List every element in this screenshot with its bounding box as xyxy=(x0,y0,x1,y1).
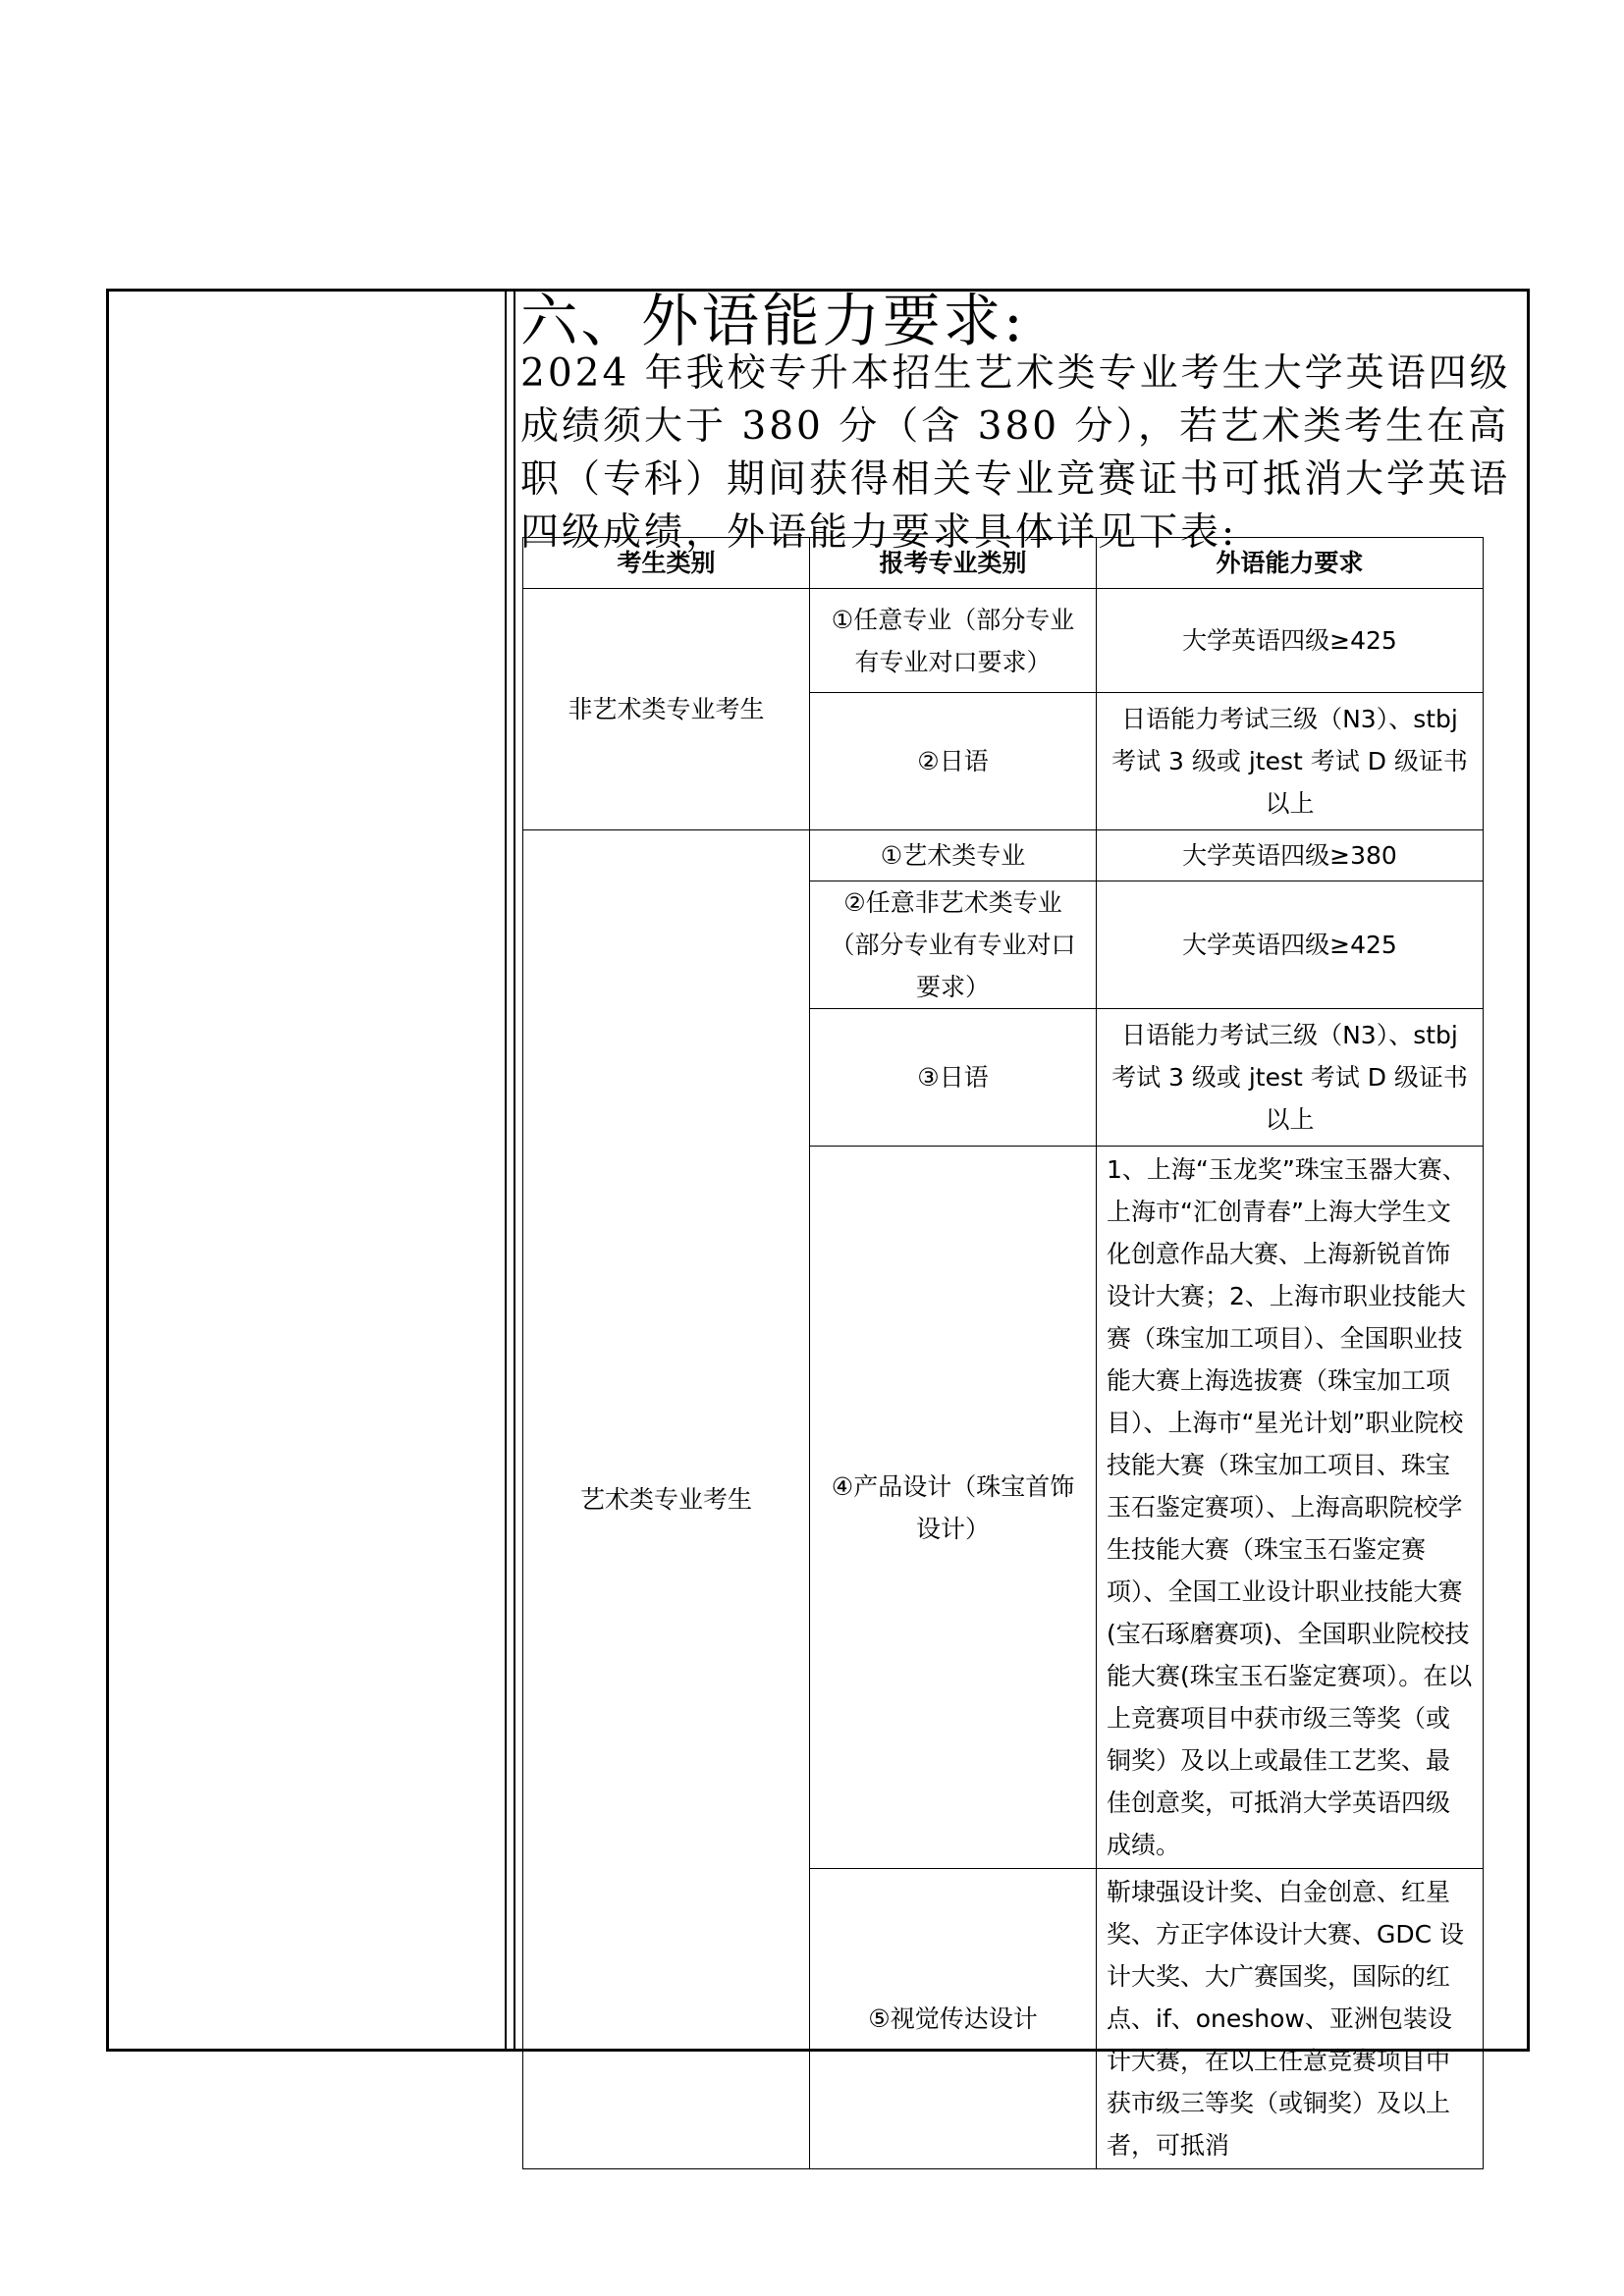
requirement-cell: 1、上海“玉龙奖”珠宝玉器大赛、上海市“汇创青春”上海大学生文化创意作品大赛、上海新锐首饰设计大赛；2、上海市职业技能大赛（珠宝加工项目）、全国职业技能大赛上海选拔赛（珠宝加工项目）、上海市“星光计划”职业院校技能大赛（珠宝加工项目、珠宝玉石鉴定赛项）、上海高职院校学生技能大赛（珠宝玉石鉴定赛项）、全国工业设计职业技能大赛(宝石琢磨赛项)、全国职业院校技能大赛(珠宝玉石鉴定赛项）。在以上竞赛项目中获市级三等奖（或铜奖）及以上或最佳工艺奖、最佳创意奖，可抵消大学英语四级成绩。 xyxy=(1097,1147,1484,1869)
major-cell: ②任意非艺术类专业（部分专业有专业对口要求） xyxy=(810,881,1097,1009)
major-cell: ③日语 xyxy=(810,1009,1097,1147)
major-cell: ②日语 xyxy=(810,693,1097,830)
foreign-language-section xyxy=(520,288,1522,560)
table-row xyxy=(523,830,1484,881)
language-requirements-table xyxy=(522,537,1484,2169)
table-row xyxy=(523,589,1484,693)
requirement-cell: 大学英语四级≥380 xyxy=(1097,830,1484,881)
requirement-cell: 日语能力考试三级（N3）、stbj 考试 3 级或 jtest 考试 D 级证书以上 xyxy=(1097,1009,1484,1147)
header-student-category: 考生类别 xyxy=(523,538,810,589)
requirement-cell: 靳埭强设计奖、白金创意、红星奖、方正字体设计大赛、GDC 设计大奖、大广赛国奖，国际的红点、if、oneshow、亚洲包装设计大赛，在以上任意竞赛项目中获市级三等奖（或铜奖）及以上者，可抵消 xyxy=(1097,1869,1484,2169)
major-cell: ①艺术类专业 xyxy=(810,830,1097,881)
header-major-category: 报考专业类别 xyxy=(810,538,1097,589)
table-header-row xyxy=(523,538,1484,589)
major-cell: ⑤视觉传达设计 xyxy=(810,1869,1097,2169)
requirement-cell: 大学英语四级≥425 xyxy=(1097,589,1484,693)
major-cell: ④产品设计（珠宝首饰设计） xyxy=(810,1147,1097,1869)
column-divider xyxy=(505,292,507,2049)
category-art: 艺术类专业考生 xyxy=(523,830,810,2169)
column-divider xyxy=(514,292,515,2049)
major-cell: ①任意专业（部分专业有专业对口要求） xyxy=(810,589,1097,693)
header-language-requirement: 外语能力要求 xyxy=(1097,538,1484,589)
category-non-art: 非艺术类专业考生 xyxy=(523,589,810,830)
section-intro: 2024 年我校专升本招生艺术类专业考生大学英语四级成绩须大于 380 分（含 380 分），若艺术类考生在高职（专科）期间获得相关专业竞赛证书可抵消大学英语四级成绩，外语能力要求具体详见下表: xyxy=(520,351,1511,555)
section-title: 六、外语能力要求: xyxy=(520,288,1026,354)
requirement-cell: 大学英语四级≥425 xyxy=(1097,881,1484,1009)
requirement-cell: 日语能力考试三级（N3）、stbj 考试 3 级或 jtest 考试 D 级证书以上 xyxy=(1097,693,1484,830)
